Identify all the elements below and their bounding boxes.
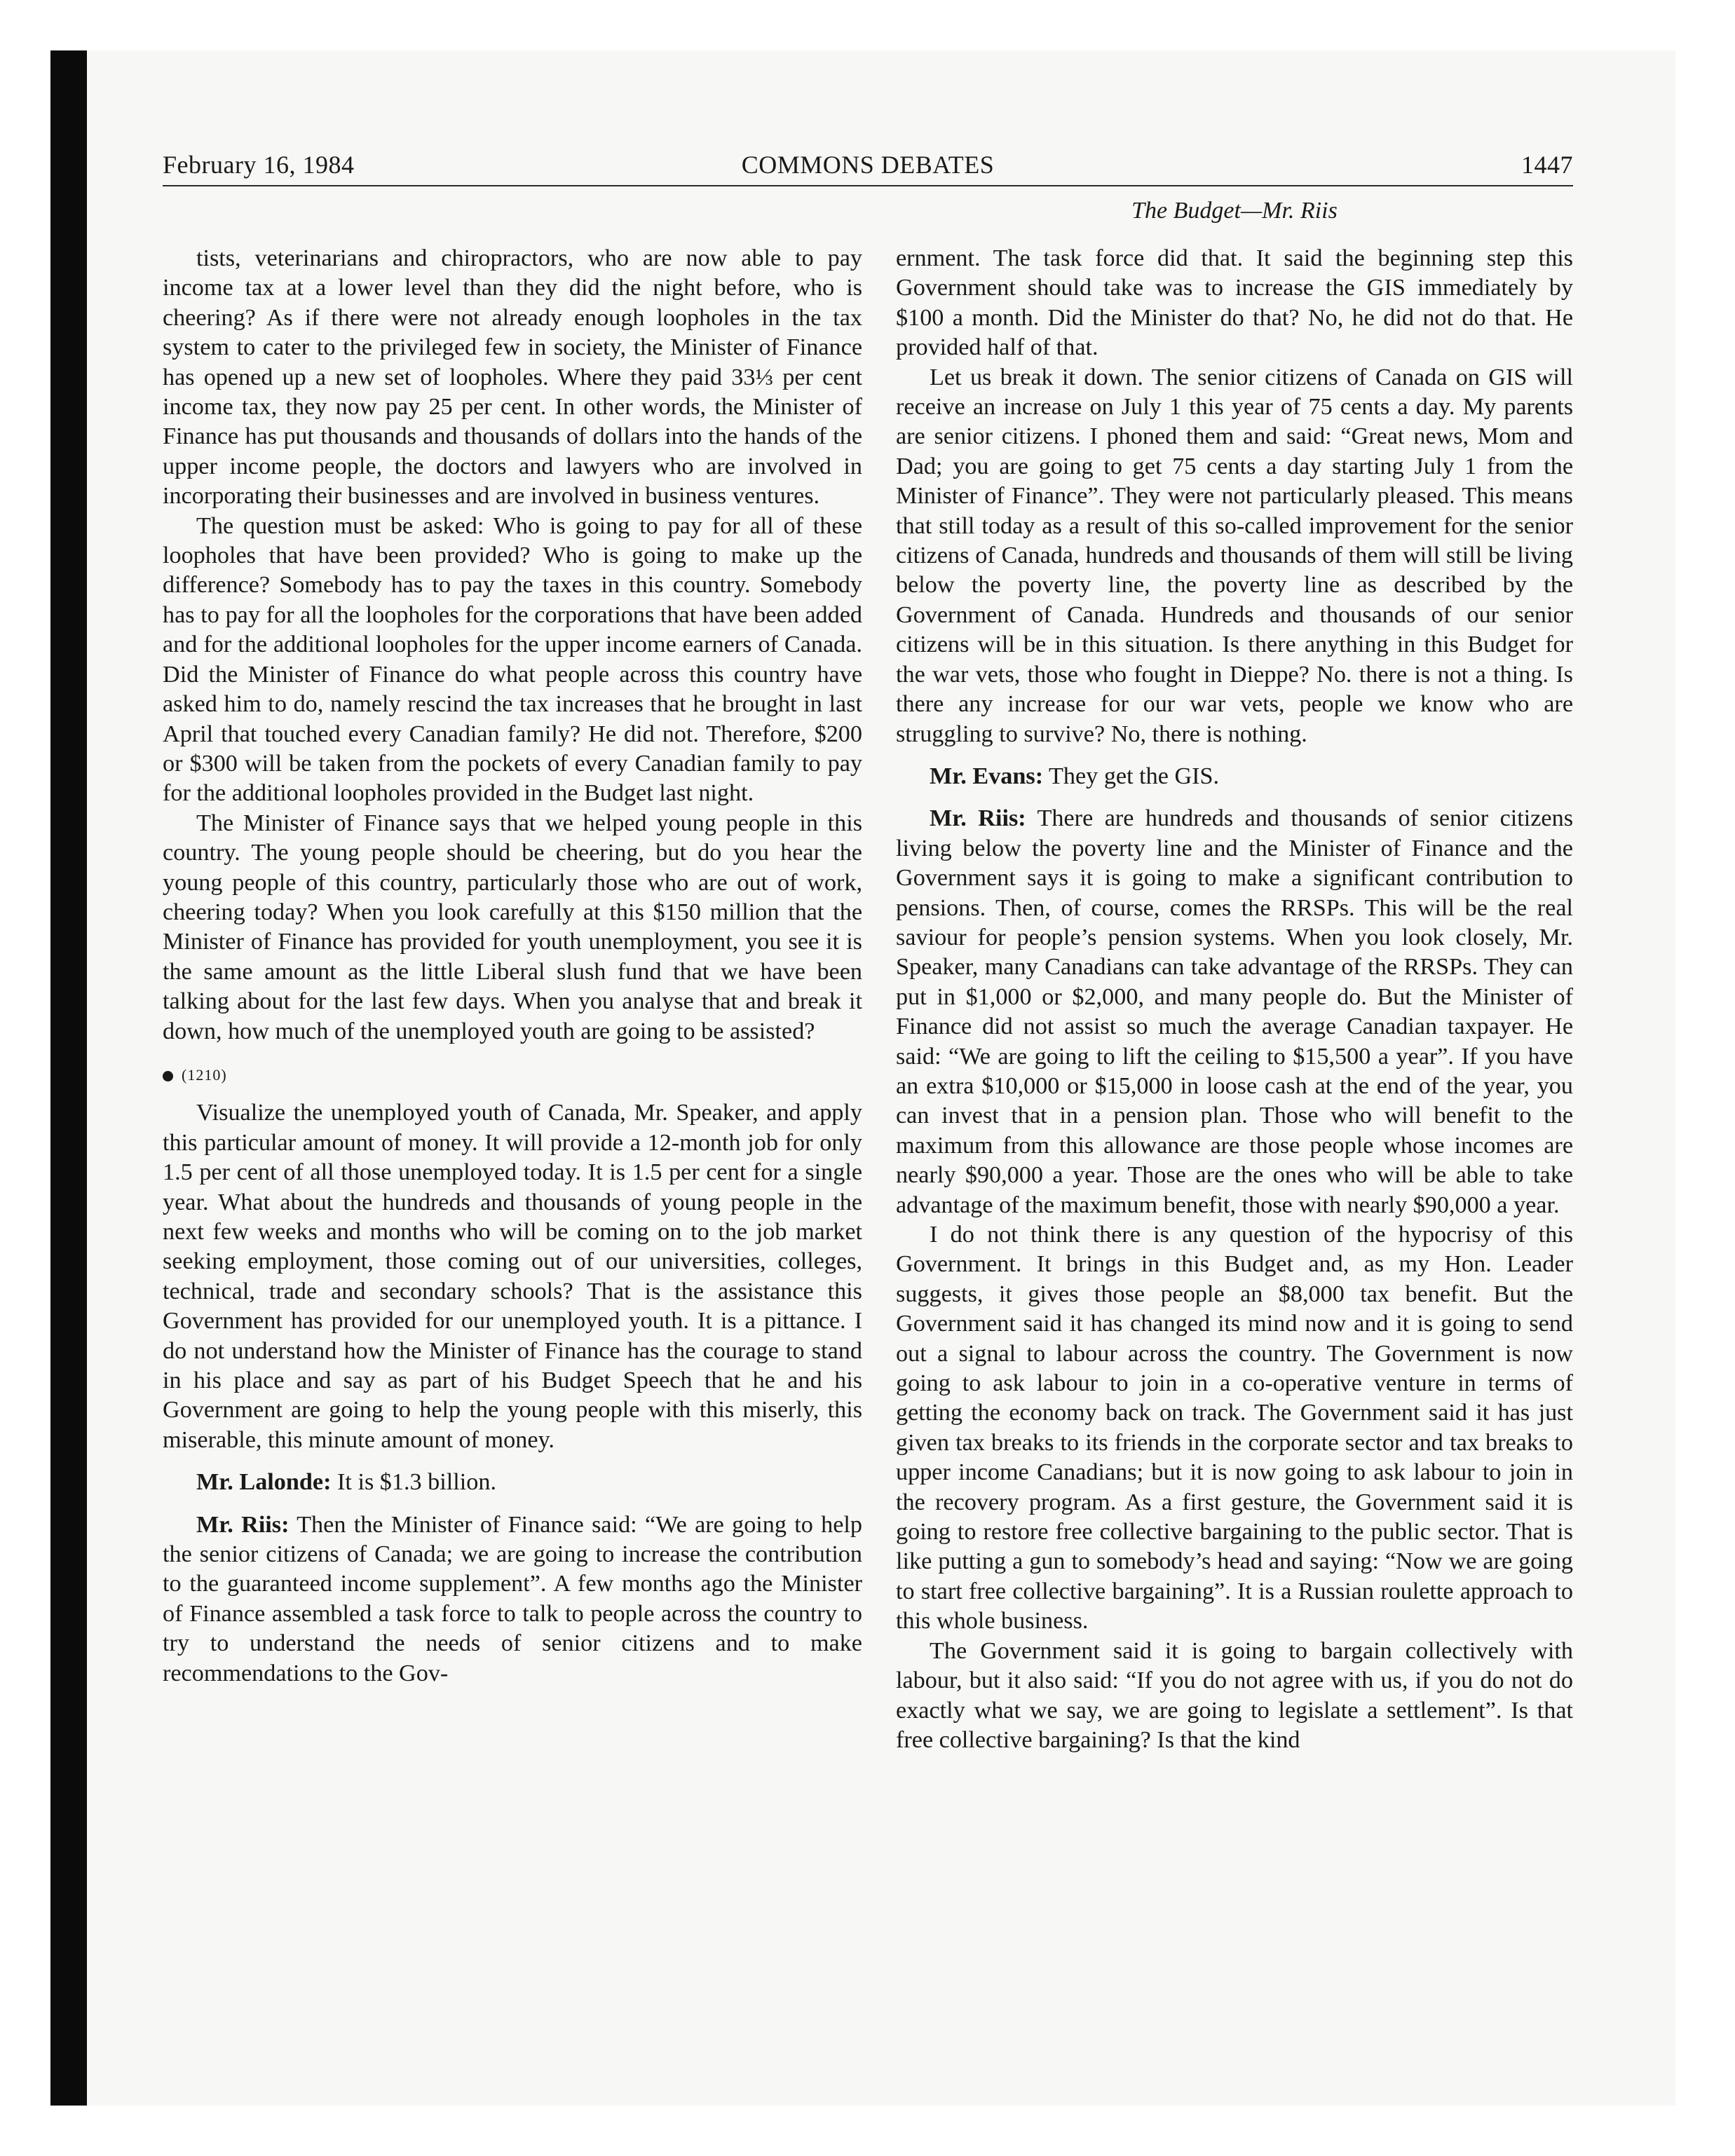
- speaker-paragraph: [896, 804, 1573, 1220]
- paragraph-text: Visualize the unemployed youth of Canada, Mr. Speaker, and apply this particular amount of money. It will provide a 12-month job for only 1.5 per cent of all those unemployed today. It is 1.5 per cent for a single year. What about the hundreds and thousands of young people in the next few weeks and months who will be coming on to the job market seeking employment, those coming out of our universities, colleges, technical, trade and secondary schools? That is the assistance this Government has provided for our unemployed youth. It is a pittance. I do not understand how the Minister of Finance has the courage to stand in his place and say as part of his Budget Speech that he and his Government are going to help the young people with this miserly, this miserable, this minute amount of money.: [163, 1100, 862, 1453]
- paragraph: [163, 244, 862, 512]
- header-rule: [163, 185, 1573, 186]
- running-head: The Budget—Mr. Riis: [1131, 198, 1338, 224]
- paragraph-text: The question must be asked: Who is going to pay for all of these loopholes that have been provided? Who is going to make up the difference? Somebody has to pay the taxes in this country. Somebody has to pay for all the loopholes for the corporations that have been added and for the additional loopholes for the upper income earners of Canada. Did the Minister of Finance do what people across this country have asked him to do, namely rescind the tax increases that he brought in last April that touched every Canadian family? He did not. Therefore, $200 or $300 will be taken from the pockets of every Canadian family to pay for the additional loopholes provided in the Budget last night.: [163, 512, 862, 807]
- paragraph-text: There are hundreds and thousands of senior citizens living below the poverty line and the Minister of Finance and the Government says it is going to make a significant contribution to pensions. Then, of course, comes the RRSPs. This will be the real saviour for people’s pension systems. When you look closely, Mr. Speaker, many Canadians can take advantage of the RRSPs. They can put in $1,000 or $2,000, and many people do. But the Minister of Finance did not assist so much the average Canadian taxpayer. He said: “We are going to lift the ceiling to $15,500 a year”. If you have an extra $10,000 or $15,000 in loose cash at the end of the year, you can invest that in a pension plan. Those who will benefit to the maximum from this allowance are those people whose incomes are nearly $90,000 a year. Those are the ones who will be able to take advantage of the maximum benefit, those with nearly $90,000 a year.: [896, 805, 1573, 1218]
- header-title: COMMONS DEBATES: [741, 151, 995, 179]
- paragraph-text: The Government said it is going to bargain collectively with labour, but it also said: “If you do not agree with us, if you do not do exactly what we say, we are going to legislate a settlement”. Is that free collective bargaining? Is that the kind: [896, 1637, 1573, 1753]
- paragraph: [163, 1098, 862, 1455]
- speaker-name: Mr. Evans:: [930, 763, 1044, 789]
- scan-shadow-edge: [50, 50, 87, 2106]
- paragraph-text: It is $1.3 billion.: [337, 1469, 497, 1496]
- paragraph: [896, 1637, 1573, 1756]
- paragraph-text: I do not think there is any question of the hypocrisy of this Government. It brings in this Budget and, as my Hon. Leader suggests, it gives those people an $8,000 tax benefit. But the Government said it has changed its mind now and it is going to send out a signal to labour across the country. The Government is now going to ask labour to join in a co-operative venture in terms of getting the economy back on track. The Government said it has just given tax breaks to its friends in the corporate sector and tax breaks to upper income Canadians; but it is now going to ask labour to join in the recovery program. As a first gesture, the Government said it is going to restore free collective bargaining to the public sector. That is like putting a gun to somebody’s head and saying: “Now we are going to start free collective bargaining”. It is a Russian roulette approach to this whole business.: [896, 1222, 1573, 1635]
- bullet-icon: [163, 1071, 173, 1082]
- paragraph-text: ernment. The task force did that. It said the beginning step this Government should take was to increase the GIS immediately by $100 a month. Did the Minister do that? No, he did not do that. He provided half of that.: [896, 245, 1573, 361]
- header-date: February 16, 1984: [163, 151, 355, 179]
- page-number: 1447: [1521, 151, 1573, 179]
- paragraph-text: Then the Minister of Finance said: “We are going to help the senior citizens of Canada; we are going to increase the contribution to the guaranteed income supplement”. A few months ago the Minister of Finance assembled a task force to talk to people across the country to try to understand the needs of senior citizens and to make recommendations to the Gov-: [163, 1511, 862, 1686]
- time-marker-text: (1210): [182, 1065, 227, 1084]
- speaker-paragraph: [896, 762, 1573, 791]
- speaker-paragraph: [163, 1468, 862, 1497]
- page-header: [163, 150, 1573, 186]
- speaker-paragraph: [163, 1510, 862, 1688]
- paragraph-text: The Minister of Finance says that we helped young people in this country. The young people should be cheering, but do you hear the young people of this country, particularly those who are out of work, cheering today? When you look carefully at this $150 million that the Minister of Finance has provided for youth unemployment, you see it is the same amount as the little Liberal slush fund that we have been talking about for the last few days. When you analyse that and break it down, how much of the unemployed youth are going to be assisted?: [163, 810, 862, 1044]
- paragraph-text: Let us break it down. The senior citizens of Canada on GIS will receive an increase on July 1 this year of 75 cents a day. My parents are senior citizens. I phoned them and said: “Great news, Mom and Dad; you are going to get 75 cents a day starting July 1 from the Minister of Finance”. They were not particularly pleased. This means that still today as a result of this so-called improvement for the senior citizens of Canada, hundreds and thousands of them will still be living below the poverty line, the poverty line as described by the Government of Canada. Hundreds and thousands of our senior citizens will be in this situation. Is there anything in this Budget for the war vets, those who fought in Dieppe? No. there is not a thing. Is there any increase for our war vets, people we know who are struggling to survive? No, there is nothing.: [896, 364, 1573, 747]
- paragraph: [163, 512, 862, 809]
- speaker-name: Mr. Riis:: [930, 805, 1026, 832]
- speaker-name: Mr. Lalonde:: [196, 1469, 332, 1496]
- speaker-name: Mr. Riis:: [196, 1511, 290, 1538]
- paragraph-text: tists, veterinarians and chiropractors, who are now able to pay income tax at a lower level than they did the night before, who is cheering? As if there were not already enough loopholes in the tax system to cater to the privileged few in society, the Minister of Finance has opened up a new set of loopholes. Where they paid 33⅓ per cent income tax, they now pay 25 per cent. In other words, the Minister of Finance has put thousands and thousands of dollars into the hands of the upper income people, the doctors and lawyers who are involved in incorporating their businesses and are involved in business ventures.: [163, 245, 862, 510]
- paragraph: [896, 1220, 1573, 1637]
- time-marker: [163, 1060, 862, 1090]
- paragraph: [896, 244, 1573, 363]
- paragraph-text: They get the GIS.: [1049, 763, 1220, 789]
- paragraph: [163, 809, 862, 1046]
- left-column: [163, 244, 862, 1688]
- right-column: [896, 244, 1573, 1755]
- paragraph: [896, 363, 1573, 749]
